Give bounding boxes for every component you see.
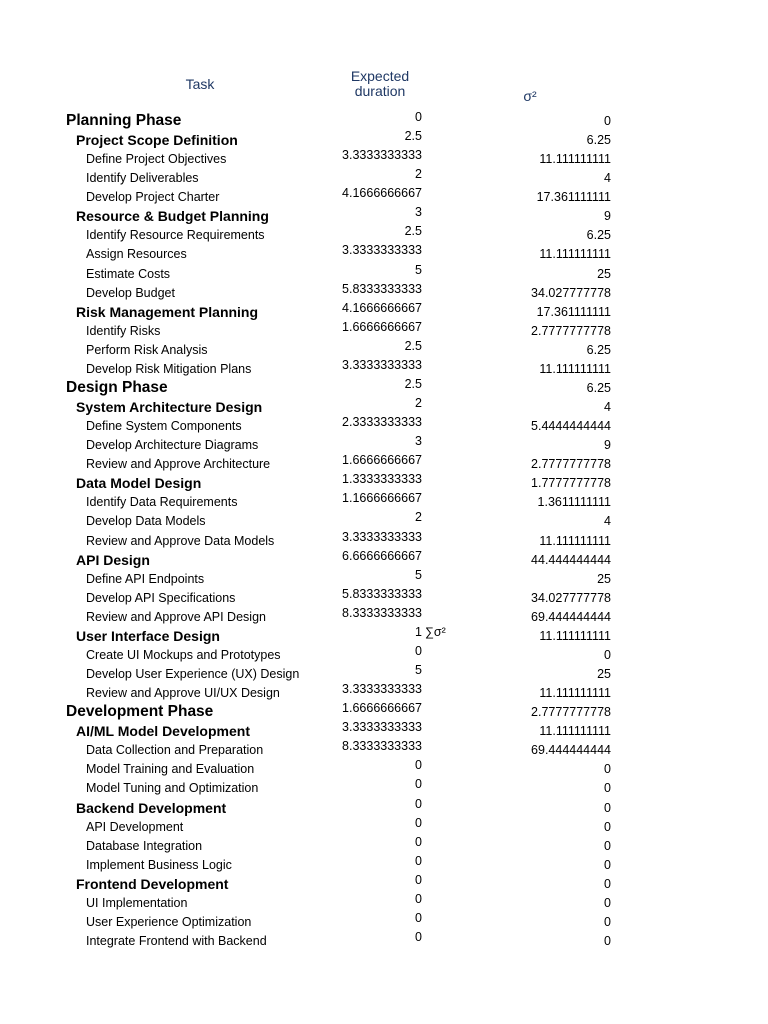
variance-cell: 0 (604, 762, 611, 776)
expected-duration-cell: 3.3333333333 (342, 530, 422, 544)
expected-duration-cell: 2.5 (404, 224, 422, 238)
variance-cell: 11.111111111 (539, 247, 611, 261)
expected-duration-cell: 1.3333333333 (342, 472, 422, 486)
variance-cell: 69.444444444 (531, 743, 611, 757)
task-name: Define API Endpoints (86, 572, 205, 586)
table-row (0, 243, 768, 265)
variance-cell: 69.444444444 (531, 610, 611, 624)
variance-cell: 6.25 (586, 343, 611, 357)
table-row (0, 148, 768, 170)
table-row (0, 835, 768, 857)
task-name: UI Implementation (86, 896, 188, 910)
task-name: Resource & Budget Planning (76, 208, 269, 224)
variance-cell: 11.111111111 (539, 534, 611, 548)
variance-cell: 4 (604, 514, 611, 528)
expected-duration-cell: 3.3333333333 (342, 148, 422, 162)
task-name: Planning Phase (66, 112, 182, 129)
variance-cell: 0 (604, 877, 611, 891)
task-name: Integrate Frontend with Backend (86, 934, 267, 948)
variance-cell: 0 (604, 839, 611, 853)
table-row (0, 358, 768, 380)
task-name: Develop API Specifications (86, 591, 236, 605)
expected-duration-cell: 5 (415, 263, 422, 277)
expected-duration-cell: 3 (415, 205, 422, 219)
task-name: Develop Risk Mitigation Plans (86, 362, 252, 376)
variance-cell: 11.111111111 (539, 724, 611, 738)
variance-cell: 11.111111111 (539, 629, 611, 643)
table-row (0, 854, 768, 876)
task-name: Identify Deliverables (86, 171, 199, 185)
variance-cell: 0 (604, 915, 611, 929)
expected-duration-cell: 0 (415, 930, 422, 944)
task-name: Implement Business Logic (86, 858, 232, 872)
task-name: User Experience Optimization (86, 915, 252, 929)
expected-duration-cell: 6.6666666667 (342, 549, 422, 563)
variance-cell: 5.4444444444 (531, 419, 611, 433)
expected-duration-cell: 5.8333333333 (342, 282, 422, 296)
table-row (0, 110, 768, 132)
variance-cell: 9 (604, 209, 611, 223)
task-name: Estimate Costs (86, 267, 171, 281)
task-name: Identify Resource Requirements (86, 228, 265, 242)
task-name: API Design (76, 552, 150, 568)
task-name: Develop User Experience (UX) Design (86, 667, 300, 681)
table-row (0, 549, 768, 571)
table-row (0, 816, 768, 838)
variance-cell: 34.027777778 (531, 591, 611, 605)
task-name: Create UI Mockups and Prototypes (86, 648, 281, 662)
variance-cell: 25 (597, 667, 611, 681)
variance-sum-label: ∑σ² (425, 625, 446, 639)
expected-duration-cell: 3.3333333333 (342, 243, 422, 257)
expected-duration-cell: 0 (415, 892, 422, 906)
expected-duration-cell: 0 (415, 854, 422, 868)
table-row (0, 739, 768, 761)
table-row (0, 758, 768, 780)
variance-cell: 2.7777777778 (531, 457, 611, 471)
expected-duration-cell: 2 (415, 167, 422, 181)
table-row (0, 415, 768, 437)
variance-cell: 0 (604, 934, 611, 948)
table-row (0, 873, 768, 895)
task-name: Database Integration (86, 839, 203, 853)
task-name: Model Tuning and Optimization (86, 781, 259, 795)
expected-duration-cell: 3 (415, 434, 422, 448)
task-name: Backend Development (76, 800, 227, 816)
task-name: Design Phase (66, 379, 168, 396)
expected-duration-cell: 4.1666666667 (342, 186, 422, 200)
variance-cell: 11.111111111 (539, 362, 611, 376)
table-row (0, 377, 768, 399)
variance-cell: 11.111111111 (539, 686, 611, 700)
task-name: Assign Resources (86, 247, 187, 261)
task-name: Review and Approve UI/UX Design (86, 686, 280, 700)
expected-duration-cell: 3.3333333333 (342, 358, 422, 372)
table-row (0, 644, 768, 666)
table-row (0, 797, 768, 819)
variance-cell: 6.25 (586, 381, 611, 395)
task-name: API Development (86, 820, 184, 834)
task-name: Identify Data Requirements (86, 495, 238, 509)
expected-duration-cell: 1.6666666667 (342, 453, 422, 467)
expected-duration-cell: 0 (415, 816, 422, 830)
task-name: Data Collection and Preparation (86, 743, 264, 757)
variance-cell: 25 (597, 572, 611, 586)
expected-duration-cell: 1.1666666667 (342, 491, 422, 505)
task-name: Develop Project Charter (86, 190, 220, 204)
task-name: Development Phase (66, 703, 214, 720)
task-name: Review and Approve Data Models (86, 534, 275, 548)
variance-cell: 2.7777777778 (531, 324, 611, 338)
expected-duration-cell: 0 (415, 644, 422, 658)
variance-cell: 0 (604, 801, 611, 815)
task-name: AI/ML Model Development (76, 723, 250, 739)
table-row (0, 606, 768, 628)
column-header-variance: σ² (523, 88, 537, 104)
table-row (0, 777, 768, 799)
variance-cell: 6.25 (586, 133, 611, 147)
variance-cell: 1.3611111111 (537, 495, 611, 509)
task-name: Frontend Development (76, 876, 229, 892)
variance-cell: 9 (604, 438, 611, 452)
expected-duration-cell: 5 (415, 568, 422, 582)
expected-duration-cell: 2.5 (404, 339, 422, 353)
expected-duration-cell: 0 (415, 835, 422, 849)
variance-cell: 11.111111111 (539, 152, 611, 166)
variance-cell: 25 (597, 267, 611, 281)
task-name: Risk Management Planning (76, 304, 259, 320)
variance-cell: 0 (604, 781, 611, 795)
variance-cell: 0 (604, 114, 611, 128)
table-row (0, 205, 768, 227)
table-row (0, 930, 768, 952)
column-header-task: Task (185, 76, 215, 92)
expected-duration-cell: 2.5 (404, 129, 422, 143)
expected-duration-cell: 0 (415, 758, 422, 772)
expected-duration-cell: 2.5 (404, 377, 422, 391)
variance-cell: 0 (604, 858, 611, 872)
variance-cell: 4 (604, 400, 611, 414)
column-header-duration-line1: Expected (350, 68, 410, 84)
variance-cell: 0 (604, 820, 611, 834)
table-row (0, 186, 768, 208)
task-name: System Architecture Design (76, 399, 263, 415)
variance-cell: 34.027777778 (531, 286, 611, 300)
variance-cell: 0 (604, 896, 611, 910)
task-name: Develop Budget (86, 286, 175, 300)
expected-duration-cell: 0 (415, 911, 422, 925)
variance-cell: 2.7777777778 (531, 705, 611, 719)
expected-duration-cell: 5 (415, 663, 422, 677)
task-name: Define System Components (86, 419, 242, 433)
expected-duration-cell: 4.1666666667 (342, 301, 422, 315)
variance-cell: 17.361111111 (536, 305, 611, 319)
task-name: Review and Approve Architecture (86, 457, 271, 471)
variance-cell: 17.361111111 (536, 190, 611, 204)
expected-duration-cell: 3.3333333333 (342, 682, 422, 696)
task-name: Develop Architecture Diagrams (86, 438, 259, 452)
column-header-duration-line2: duration (354, 83, 406, 99)
expected-duration-cell: 0 (415, 873, 422, 887)
task-name: Define Project Objectives (86, 152, 227, 166)
expected-duration-cell: 0 (415, 110, 422, 124)
expected-duration-cell: 2 (415, 510, 422, 524)
expected-duration-cell: 5.8333333333 (342, 587, 422, 601)
task-name: Review and Approve API Design (86, 610, 266, 624)
table-row (0, 911, 768, 933)
variance-cell: 6.25 (586, 228, 611, 242)
expected-duration-cell: 8.3333333333 (342, 739, 422, 753)
variance-cell: 4 (604, 171, 611, 185)
variance-cell: 0 (604, 648, 611, 662)
variance-cell: 44.444444444 (531, 553, 611, 567)
task-name: Project Scope Definition (76, 132, 238, 148)
task-name: Develop Data Models (86, 514, 206, 528)
task-name: Identify Risks (86, 324, 161, 338)
expected-duration-cell: 2.3333333333 (342, 415, 422, 429)
task-name: Model Training and Evaluation (86, 762, 255, 776)
table-row (0, 892, 768, 914)
expected-duration-cell: 1 (415, 625, 422, 639)
expected-duration-cell: 3.3333333333 (342, 720, 422, 734)
expected-duration-cell: 0 (415, 777, 422, 791)
expected-duration-cell: 0 (415, 797, 422, 811)
table-row (0, 320, 768, 342)
expected-duration-cell: 1.6666666667 (342, 701, 422, 715)
variance-cell: 1.7777777778 (531, 476, 611, 490)
task-name: User Interface Design (76, 628, 220, 644)
expected-duration-cell: 1.6666666667 (342, 320, 422, 334)
expected-duration-cell: 2 (415, 396, 422, 410)
table-row (0, 625, 768, 647)
task-name: Data Model Design (76, 475, 202, 491)
table-row (0, 491, 768, 513)
task-name: Perform Risk Analysis (86, 343, 208, 357)
expected-duration-cell: 8.3333333333 (342, 606, 422, 620)
